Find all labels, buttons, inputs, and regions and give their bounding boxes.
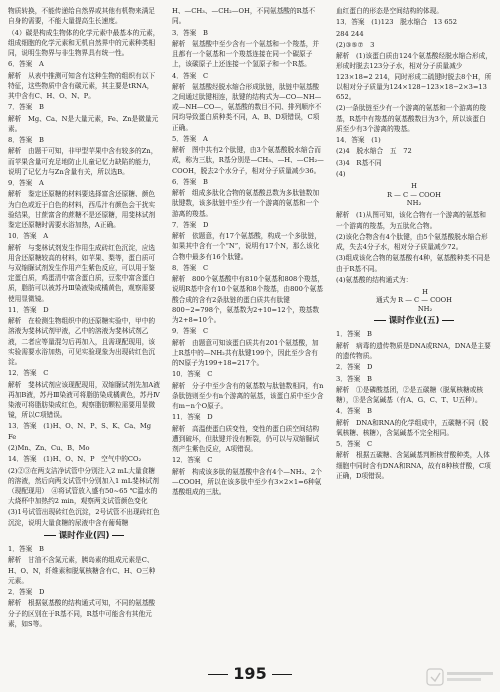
explanation: 解析 病毒的遗传物质是DNA或RNA，DNA是主要的遗传物质。 xyxy=(336,341,491,360)
formula-bottom: NH₂ xyxy=(406,198,422,207)
explanation: 解析 高温使蛋白质变性，变性的蛋白质空间结构遭到破坏，但肽键并没有断裂，仍可以与双缩脲试剂产生紫色反应，A项错误。 xyxy=(172,424,320,454)
header-rule xyxy=(442,320,454,321)
answer-line: 14．答案 (1) xyxy=(336,136,381,144)
header-rule xyxy=(112,535,124,536)
paragraph: 物质转换，不能传递给自然界或其他有机物来满足自身的需要，不能大量提高生长速度。 xyxy=(8,7,156,26)
answer-line: 9．答案 A xyxy=(8,179,44,187)
explanation: 解析 鉴定还原糖的材料要选择富含还原糖、颜色为白色或近于白色的材料，西瓜汁有颜色会干扰实验结果，甘蔗富含的蔗糖不是还原糖，用斐林试剂鉴定还原糖时需要水浴加热，A正确。 xyxy=(8,190,156,229)
explanation: (4)氨基酸的结构通式为： xyxy=(336,275,413,284)
formula-bottom: NH₂ xyxy=(417,304,433,313)
header-rule xyxy=(44,535,56,536)
column-3 xyxy=(336,6,492,482)
explanation: 解析 图中共有2个肽键，由3个氨基酸脱水缩合而成，称为三肽，R基分别是—CH₃、—H、—CH₂—COOH，脱去2个水分子，相对分子质量减少36。 xyxy=(172,146,324,175)
section-header-homework-4: 课时作业(四) xyxy=(8,531,160,541)
answer-line: 13．答案 (1)H、O、N、P、S、K、Ca、Mg Fe xyxy=(8,422,158,441)
answer-line: 14．答案 (1)H、O、N、P 空气中的CO₂ xyxy=(8,455,142,464)
page-number: 195 xyxy=(0,664,500,683)
answer-line: 2．答案 D xyxy=(336,363,373,372)
page-number-rule xyxy=(272,674,292,675)
answer-line: 11．答案 D xyxy=(8,305,49,314)
answer-line: 9．答案 C xyxy=(172,327,209,336)
explanation: 解析 分子中至少含有的氨基数与肽链数相同，有n条肽链则至少有n个游离的氨基，该蛋白质中至少含有m−n个O原子。 xyxy=(172,381,324,411)
answer-line: 7．答案 B xyxy=(8,103,44,112)
formula-lead: 通式为 xyxy=(375,296,397,305)
paragraph: （4）碳是构成生物体的化学元素中最基本的元素，组成细胞的化学元素和无机自然界中的元素种类相同，说明生物界与非生物界具有统一性。 xyxy=(8,28,160,57)
explanation: 解析 从表中推测可知含有这种生物的组织有以下特征，这些物质中含有碳元素，其主要是tRNA，其中含有C、H、O、N、P。 xyxy=(8,71,156,100)
answer-line: 13．答案 (1)123 脱水缩合 13 652 xyxy=(336,18,458,27)
answer-line: 4．答案 B xyxy=(336,407,372,416)
column-1 xyxy=(8,6,160,630)
explanation: (3)组成该化合物的氨基酸有4种，氨基酸种类不同是由于R基不同。 xyxy=(336,254,491,273)
explanation: 解析 甘油不含氮元素，胰岛素的组成元素是C、H、O、N，纤维素和脱氧核糖含有C、H、O三种元素。 xyxy=(8,556,156,585)
answer-line: 1．答案 B xyxy=(336,330,372,339)
answer-line: (2)③⑤⑦ 3 xyxy=(336,40,375,49)
answer-line: 3．答案 B xyxy=(172,28,208,37)
answer-line: (2)Mn、Zn、Cu、B、Mo xyxy=(8,443,90,452)
answer-line: 7．答案 D xyxy=(172,220,209,229)
explanation: 解析 根据氨基酸的结构通式可知，不同的氨基酸分子的区别在于R基不同，R基中可能含有其他元素，如S等。 xyxy=(8,599,156,628)
explanation: 解析 ①是磷酸基团，②是五碳糖（脱氧核糖或核糖），③是含氮碱基（有A、G、C、T、U五种）。 xyxy=(336,385,484,405)
answer-line: 4．答案 C xyxy=(172,71,209,80)
answer-line: (4) xyxy=(336,169,346,178)
answer-line: 11．答案 D xyxy=(172,413,213,422)
watermark-logo-icon xyxy=(426,666,496,688)
explanation: 解析 斐林试剂应该现配现用，双缩脲试剂先加A液再加B液，苏丹Ⅲ染液可将脂肪染成橘黄色，苏丹Ⅳ染液可将脂肪染成红色，观察脂肪颗粒需要用显微镜，所以C项错误。 xyxy=(8,380,160,420)
answer-line: (3)1号试管出现砖红色沉淀，2号试管不出现砖红色沉淀，说明大量食糖的尿液中含有葡萄糖 xyxy=(8,508,160,527)
header-rule xyxy=(374,320,386,321)
answer-line: 5．答案 C xyxy=(336,440,373,449)
section-header-homework-5: 课时作业(五) xyxy=(336,316,492,326)
formula-middle: R — C — COOH xyxy=(398,296,452,305)
formula-middle: R — C — COOH xyxy=(387,190,441,199)
answer-line: 12．答案 C xyxy=(172,456,213,465)
formula-top: H xyxy=(411,182,417,191)
explanation: 解析 氨基酸中至少含有一个氨基和一个羧基，并且都有一个氨基和一个羧基连接在同一个碳原子上，该碳原子上还连接一个氢原子和一个R基。 xyxy=(172,39,320,69)
answer-line: (2)4 脱水缩合 五 72 xyxy=(336,147,412,156)
answer-line: 10．答案 A xyxy=(8,232,49,241)
answer-line: 6．答案 A xyxy=(8,60,44,69)
answer-line: 3．答案 B xyxy=(336,374,372,383)
answer-line: (3)4 R基不同 xyxy=(336,158,382,167)
explanation: 解析 800个氨基酸中有810个氨基和808个羧基，说明R基中含有10个氨基和8个羧基，由800个氨基酸合成的含有2条肽链的蛋白质共有肽键800−2=798个，氨基数为2+10=12个，羧基数为2+8=10个。 xyxy=(172,275,324,325)
explanation: 解析 组成多肽化合物的氨基酸总数为多肽链数加肽键数，该多肽链中至少有一个游离的氨基和一个游离的羧基。 xyxy=(172,189,320,218)
answer-line: 12．答案 C xyxy=(8,369,49,378)
answer-line: 284 244 xyxy=(336,29,364,38)
explanation: 解析 根据五碳糖、含氮碱基判断核苷酸种类，人体细胞中同时含有DNA和RNA，故有8种核苷酸，C项正确，D项错误。 xyxy=(336,451,491,480)
answer-line: 5．答案 A xyxy=(172,134,208,143)
explanation: 解析 与斐林试剂发生作用生成砖红色沉淀，应选用含还原糖较高的材料，如苹果、梨等，蛋白质可与双缩脲试剂发生作用产生紫色反应，可以用于鉴定蛋白质，鸡蛋清中富含蛋白质，豆浆中富含蛋白质，脂肪可以被苏丹Ⅲ染液染成橘黄色，观察需要使用显微镜。 xyxy=(8,243,156,303)
amino-acid-formula xyxy=(336,182,492,207)
explanation: 解析 在检测生物组织中的还原糖实验中，甲中的溶液为斐林试剂甲液，乙中的溶液为斐林试剂乙液，二者应等量混匀后再加入，且需现配现用，该实验需要水浴加热，可见实验现象为出现砖红色沉淀。 xyxy=(8,317,156,366)
explanation: 解析 Mg、Ca、N是大量元素，Fe、Zn是微量元素。 xyxy=(8,114,159,133)
explanation: 解析 由题意可知该蛋白质共有201个氨基酸，加上R基中的—NH₂共有肽键199个，因此至少含有的N原子为199+18=217个。 xyxy=(172,338,319,368)
explanation: 解析 (1)该蛋白质由124个氨基酸经脱水缩合形成，形成时脱去123分子水，相对分子质量减少123×18=2 214，同时形成二硫键时脱去8个H，所以相对分子质量为124×128−123×18−2×3=13 652。 xyxy=(336,52,492,101)
page-number-rule xyxy=(208,674,228,675)
explanation: 解析 由题干可知，非甲型苹果中含有较多的Zn，而苹果含量可充足地防止儿童记忆力缺陷的能力，说明了记忆力与Zn含量有关，所以选B。 xyxy=(8,147,158,176)
answer-line: 8．答案 B xyxy=(8,136,44,144)
amino-acid-general-formula xyxy=(336,288,492,313)
explanation: 解析 依题意，有17个氨基酸，构成一个多肽链，如果其中含有一个“N”，说明有17个N，那么该化合物中最多有16个肽键。 xyxy=(172,232,321,261)
explanation: (2)该化合物含有4个肽键，由5个氨基酸脱水缩合形成，失去4分子水，相对分子质量减少72。 xyxy=(336,232,488,252)
answer-line: 1．答案 B xyxy=(8,545,44,554)
answer-line: 10．答案 C xyxy=(172,370,213,379)
answer-line: 8．答案 C xyxy=(172,263,209,272)
explanation: (2)一条肽链至少有一个游离的氨基和一个游离的羧基，R基中有羧基的氨基酸数目为3个，所以该蛋白质至少有3个游离的羧基。 xyxy=(336,104,486,133)
explanation: 解析 (1)从图可知，该化合物有一个游离的氨基和一个游离的羧基，为五肽化合物。 xyxy=(336,211,486,230)
answer-line: 6．答案 B xyxy=(172,177,208,186)
explanation: 解析 DNA和RNA的化学组成中，五碳糖不同（脱氧核糖、核糖），含氮碱基不完全相同。 xyxy=(336,418,489,437)
paragraph: 血红蛋白的形态是空间结构的体现。 xyxy=(336,7,443,15)
paragraph: H、—CH₃、—CH₂—OH，不同氨基酸的R基不同。 xyxy=(172,7,316,26)
answer-line: (2)②③在两支洁净试管中分别注入2 mL大量食糖的溶液，然后向两支试管中分别加入1 mL斐林试剂（现配现用） ④将试管放入盛有50~65 ℃温水的大烧杯中加热约2 min，观察两支试管颜色变化 xyxy=(8,466,159,506)
answer-line: 2．答案 D xyxy=(8,588,45,597)
formula-top: H xyxy=(422,288,428,297)
explanation: 解析 构成该多肽的氨基酸中含有4个—NH₂、2个—COOH，所以在该多肽中至少有3×2×1=6种氨基酸组成的三肽。 xyxy=(172,467,322,497)
explanation: 解析 氨基酸经脱水缩合形成肽链，肽链中氨基酸之间通过肽键相连，肽键的结构式为—CO—NH—或—NH—CO—，氨基酸的数目不同、排列顺序不同均导致蛋白质种类不同，A、B、D项错误，C项正确。 xyxy=(172,82,322,132)
column-2 xyxy=(172,6,324,498)
